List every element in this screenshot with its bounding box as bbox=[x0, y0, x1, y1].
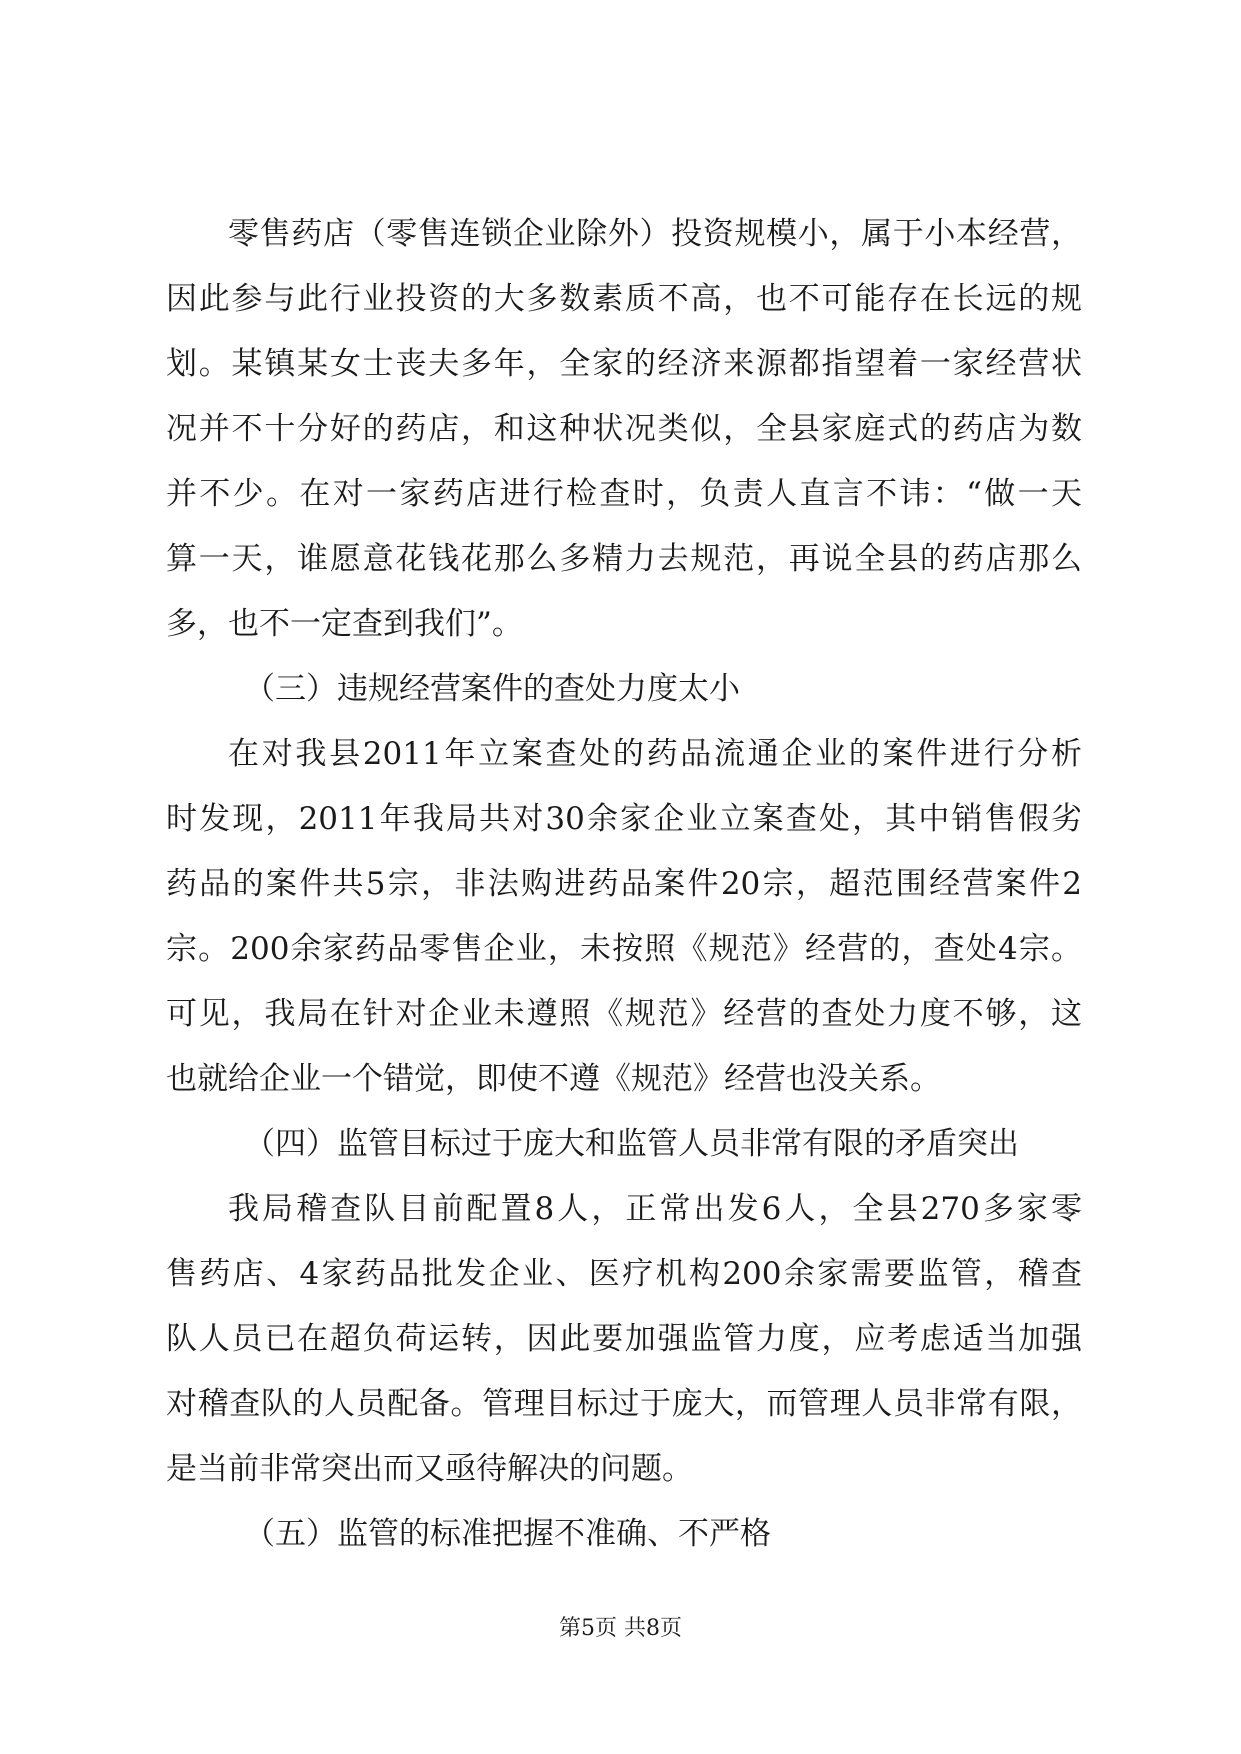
paragraph-line: 宗。200余家药品零售企业，未按照《规范》经营的，查处4宗。 bbox=[166, 931, 1082, 967]
paragraph-line: 算一天，谁愿意花钱花那么多精力去规范，再说全县的药店那么 bbox=[166, 541, 1082, 577]
paragraph-line: 对稽查队的人员配备。管理目标过于庞大，而管理人员非常有限， bbox=[166, 1386, 1082, 1422]
section-heading: （四）监管目标过于庞大和监管人员非常有限的矛盾突出 bbox=[244, 1126, 1019, 1162]
paragraph-line: 时发现，2011年我局共对30余家企业立案查处，其中销售假劣 bbox=[166, 801, 1082, 837]
paragraph-line: 是当前非常突出而又亟待解决的问题。 bbox=[166, 1451, 693, 1487]
body-text bbox=[166, 202, 1082, 1567]
paragraph-line: 可见，我局在针对企业未遵照《规范》经营的查处力度不够，这 bbox=[166, 996, 1082, 1032]
paragraph-line: 药品的案件共5宗，非法购进药品案件20宗，超范围经营案件2 bbox=[166, 866, 1082, 902]
paragraph-line: 多，也不一定查到我们”。 bbox=[166, 606, 523, 642]
paragraph-line: 况并不十分好的药店，和这种状况类似，全县家庭式的药店为数 bbox=[166, 411, 1082, 447]
paragraph-line: 零售药店（零售连锁企业除外）投资规模小，属于小本经营， bbox=[228, 216, 1082, 252]
paragraph-line: 并不少。在对一家药店进行检查时，负责人直言不讳：“做一天 bbox=[166, 476, 1082, 512]
section-heading: （五）监管的标准把握不准确、不严格 bbox=[244, 1516, 771, 1552]
page-footer: 第5页 共8页 bbox=[559, 1616, 682, 1641]
paragraph-line: 因此参与此行业投资的大多数素质不高，也不可能存在长远的规 bbox=[166, 281, 1082, 317]
section-heading: （三）违规经营案件的查处力度太小 bbox=[244, 671, 740, 707]
paragraph-line: 队人员已在超负荷运转，因此要加强监管力度，应考虑适当加强 bbox=[166, 1321, 1082, 1357]
paragraph-line: 也就给企业一个错觉，即使不遵《规范》经营也没关系。 bbox=[166, 1061, 941, 1097]
paragraph-line: 我局稽查队目前配置8人，正常出发6人，全县270多家零 bbox=[228, 1191, 1082, 1227]
paragraph-line: 划。某镇某女士丧夫多年，全家的经济来源都指望着一家经营状 bbox=[166, 346, 1082, 382]
paragraph-line: 在对我县2011年立案查处的药品流通企业的案件进行分析 bbox=[228, 736, 1082, 772]
paragraph-line: 售药店、4家药品批发企业、医疗机构200余家需要监管，稽查 bbox=[166, 1256, 1082, 1292]
